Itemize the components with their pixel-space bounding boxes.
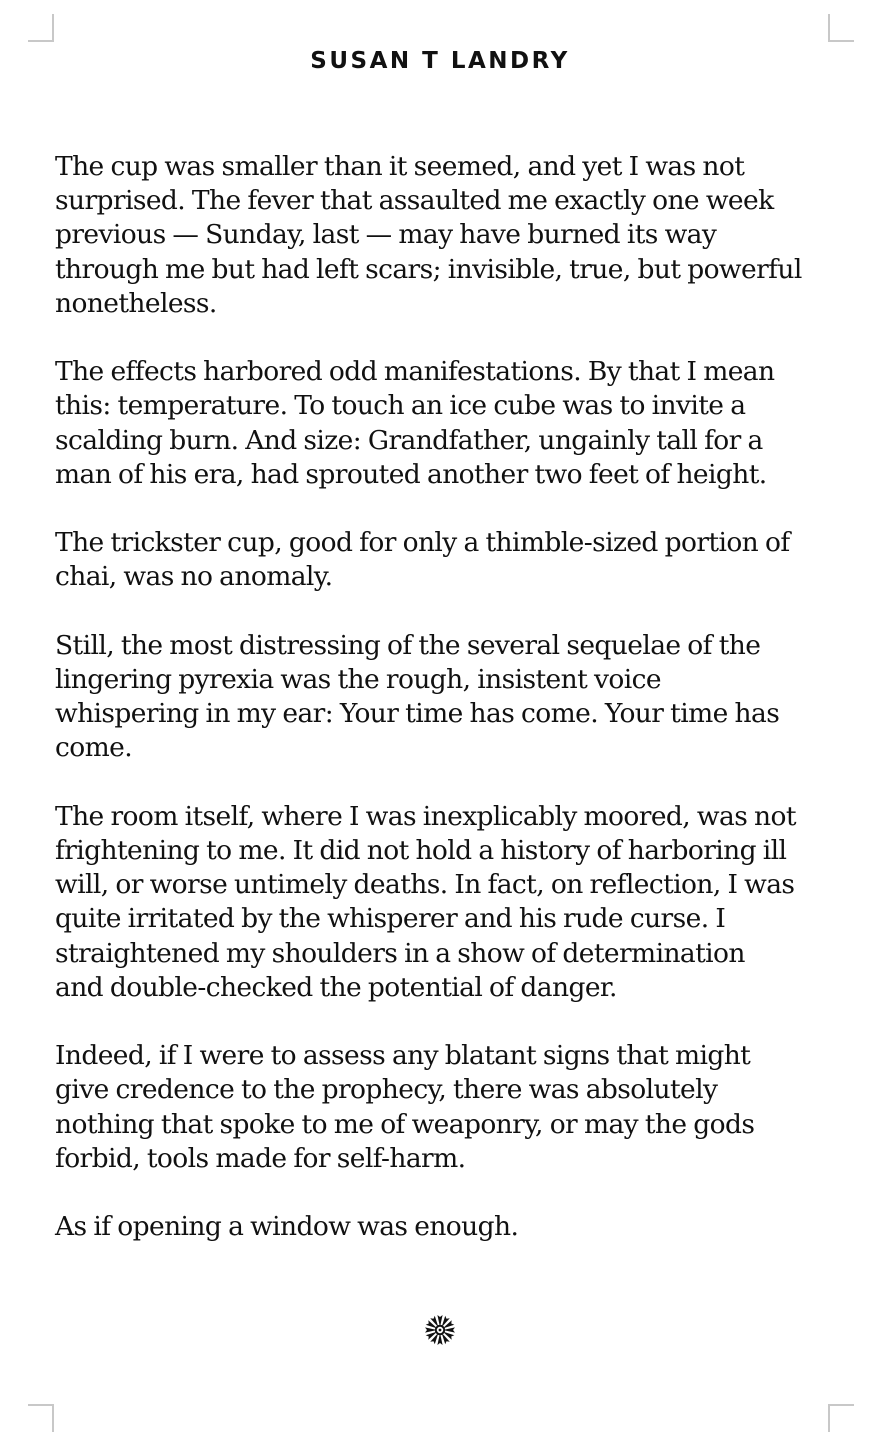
paragraph: The cup was smaller than it seemed, and yet I was not surprised. The fever that assaulted me exactly one week previous — Sunday, last — may have burned its way through me but had left scars; invisible, true, but powerful nonetheless. — [55, 151, 802, 319]
paragraph: The trickster cup, good for only a thimble-sized portion of chai, was no anomaly. — [55, 527, 790, 593]
crop-mark-bottom-right — [828, 1404, 854, 1432]
crop-mark-top-right — [828, 14, 854, 42]
flower-ornament-icon — [422, 1312, 458, 1348]
paragraph: The effects harbored odd manifestations. By that I mean this: temperature. To touch an ice cube was to invite a scalding burn. And size: Grandfather, ungainly tall for a man of his era, had sprouted another two feet of height. — [55, 356, 775, 490]
crop-mark-top-left — [28, 14, 54, 42]
paragraph: The room itself, where I was inexplicably moored, was not frightening to me. It did not hold a history of harboring ill will, or worse untimely deaths. In fact, on reflection, I was quite irritated by the whisperer and his rude curse. I straightened my shoulders in a show of determination and double-checked the potential of danger. — [55, 800, 796, 1003]
running-header-author: SUSAN T LANDRY — [310, 48, 570, 74]
paragraph: Still, the most distressing of the several sequelae of the lingering pyrexia was the rough, insistent voice whispering in my ear: Your time has come. Your time has come. — [55, 629, 780, 764]
paragraph: As if opening a window was enough. — [55, 1211, 519, 1243]
body-text — [55, 150, 835, 1279]
crop-mark-bottom-left — [28, 1404, 54, 1432]
paragraph: Indeed, if I were to assess any blatant signs that might give credence to the prophecy, there was absolutely nothing that spoke to me of weaponry, or may the gods forbid, tools made for self-harm. — [55, 1040, 755, 1174]
